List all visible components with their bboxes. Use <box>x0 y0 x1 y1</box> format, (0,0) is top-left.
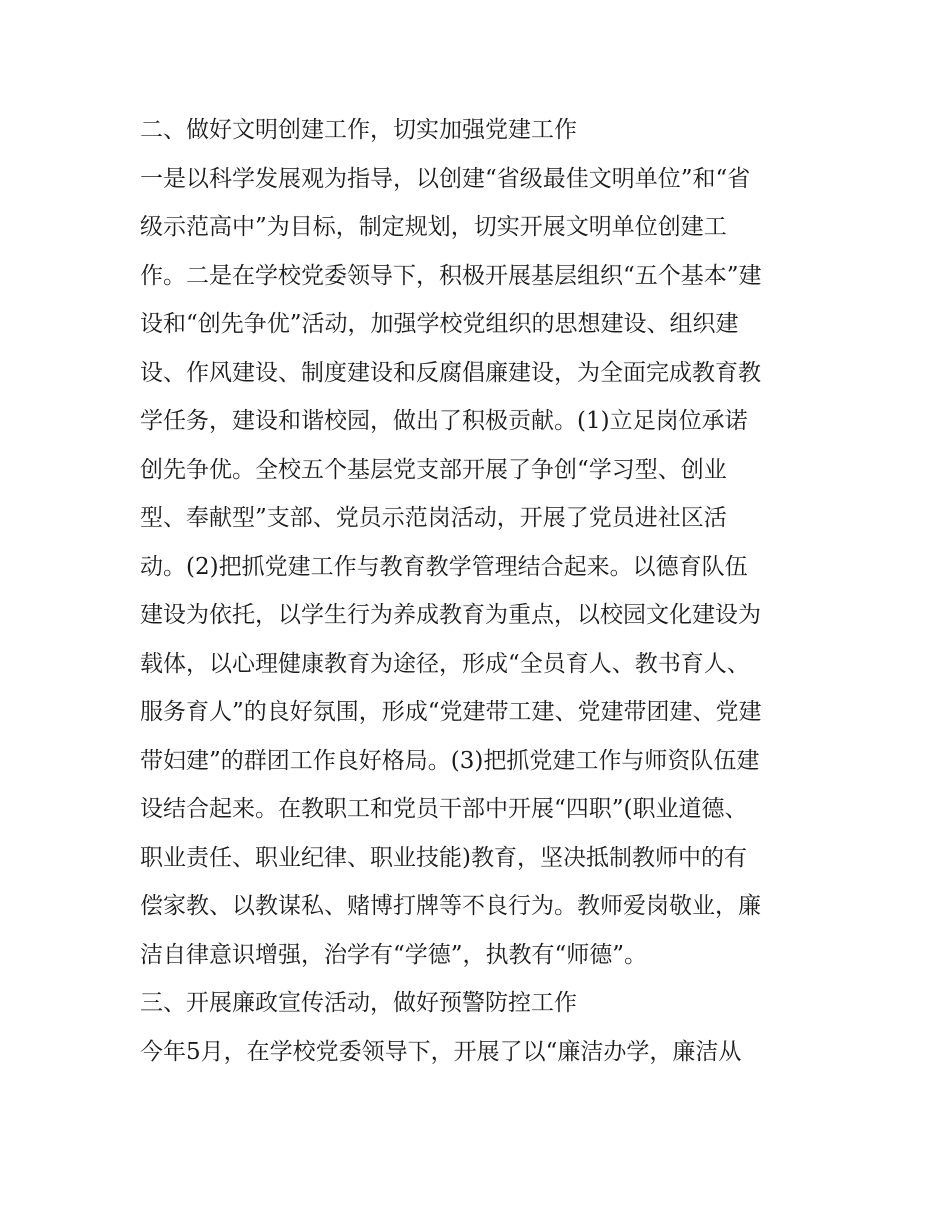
paragraph-line: 建设为依托，以学生行为养成教育为重点，以校园文化建设为 <box>140 602 761 628</box>
paragraph-line: 学任务，建设和谐校园，做出了积极贡献。(1)立足岗位承诺 <box>140 408 748 434</box>
paragraph-line: 级示范高中”为目标，制定规划，切实开展文明单位创建工 <box>140 214 727 240</box>
paragraph-line: 洁自律意识增强，治学有“学德”，执教有“师德”。 <box>140 941 648 968</box>
paragraph-line: 设、作风建设、制度建设和反腐倡廉建设，为全面完成教育教 <box>140 359 761 386</box>
paragraph-line: 今年5月，在学校党委领导下，开展了以“廉洁办学，廉洁从 <box>140 1038 742 1065</box>
document-body <box>140 106 820 1076</box>
paragraph-line: 型、奉献型”支部、党员示范岗活动，开展了党员进社区活 <box>140 505 727 531</box>
paragraph-line: 创先争优。全校五个基层党支部开展了争创“学习型、创业 <box>140 456 727 483</box>
section-heading-2: 二、做好文明创建工作，切实加强党建工作 <box>140 117 577 143</box>
paragraph-line: 设和“创先争优”活动，加强学校党组织的思想建设、组织建 <box>140 311 739 337</box>
paragraph-line: 服务育人”的良好氛围，形成“党建带工建、党建带团建、党建 <box>140 699 762 725</box>
section-heading-3: 三、开展廉政宣传活动，做好预警防控工作 <box>140 990 577 1016</box>
paragraph-line: 设结合起来。在教职工和党员干部中开展“四职”(职业道德、 <box>140 796 748 822</box>
paragraph-line: 职业责任、职业纪律、职业技能)教育，坚决抵制教师中的有 <box>140 844 747 871</box>
paragraph-line: 载体，以心理健康教育为途径，形成“全员育人、教书育人、 <box>140 650 750 677</box>
paragraph-line: 偿家教、以教谋私、赌博打牌等不良行为。教师爱岗敬业，廉 <box>140 893 761 919</box>
paragraph-line: 一是以科学发展观为指导，以创建“省级最佳文明单位”和“省 <box>140 165 751 192</box>
paragraph-line: 作。二是在学校党委领导下，积极开展基层组织“五个基本”建 <box>140 262 762 289</box>
paragraph-line: 动。(2)把抓党建工作与教育教学管理结合起来。以德育队伍 <box>140 553 748 580</box>
paragraph-line: 带妇建”的群团工作良好格局。(3)把抓党建工作与师资队伍建 <box>140 747 760 774</box>
